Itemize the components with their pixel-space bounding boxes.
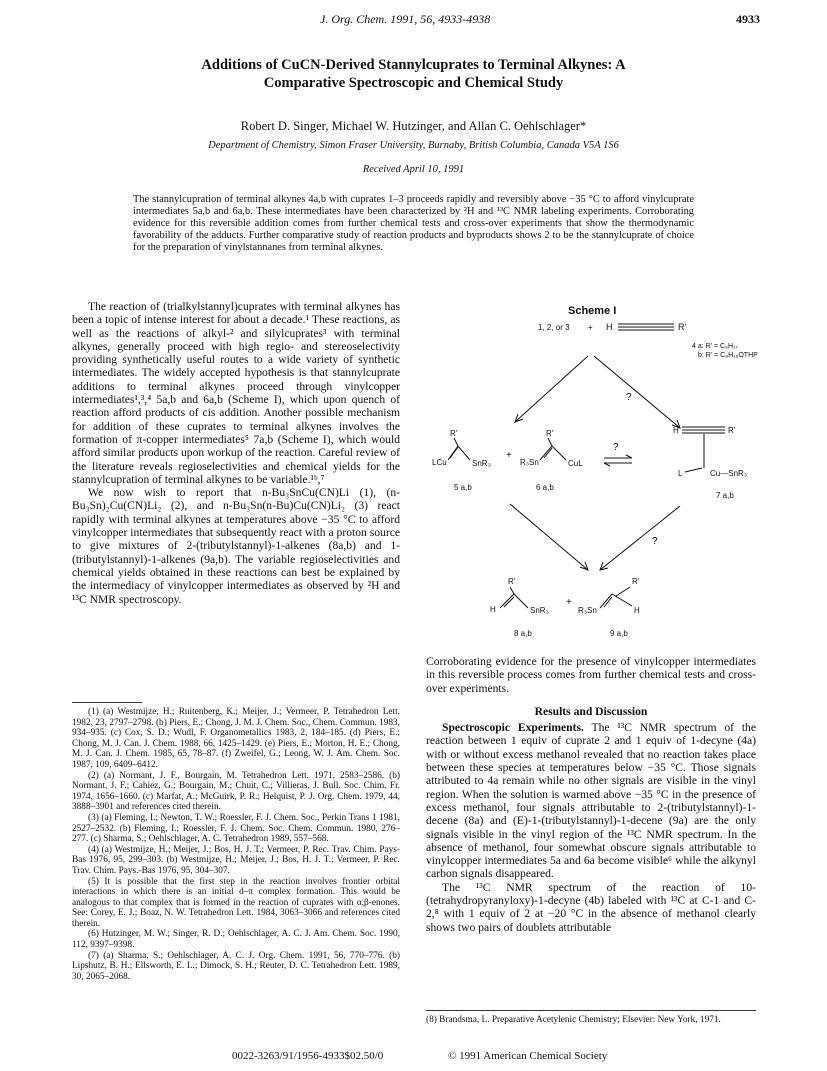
substituent-a: 4 a: R' = C₈H₁₇	[692, 343, 738, 350]
title-line-1: Additions of CuCN-Derived Stannylcuprates to Terminal Alkynes: A	[201, 57, 626, 73]
product-9-r3sn: R₃Sn	[578, 606, 597, 615]
scheme-reagents: 1, 2, or 3	[538, 323, 570, 332]
footnote-8: (8) Brandsma, L. Preparative Acetylenic Chemistry; Elsevier: New York, 1971.	[426, 1015, 721, 1025]
page-number: 4933	[736, 12, 760, 26]
footnote-3: (3) (a) Fleming, I.; Newton, T. W.; Roessler, F. J. Chem. Soc., Perkin Trans 1 1981, 2527–2532. (b) Fleming, I.; Roessler, F. J. Chem. Soc. Chem. Commun. 1980, 276–277. (c) Sharma, S.; Oehlschlager, A. C. Tetrahedron 1989, 557–568.	[72, 812, 400, 845]
intermediate-7-cu-snr3: Cu—SnR₃	[710, 469, 748, 478]
scheme-plus-3: +	[566, 597, 572, 608]
alkyne-triple-bond	[618, 324, 674, 330]
scheme-followup-paragraph: Corroborating evidence for the presence of vinylcopper intermediates in this reversible process comes from further chemical tests and cross-over experiments.	[426, 655, 756, 695]
journal-header: J. Org. Chem. 1991, 56, 4933-4938	[320, 12, 491, 26]
results-paragraph-2: The ¹³C NMR spectrum of the reaction of 10-(tetrahydropyranyloxy)-1-decyne (4b) labeled with ¹³C at C-1 and C-2,⁸ with 1 equiv of 2 at −20 °C in the absence of methanol clearly shows two pairs of doublets attributable	[426, 880, 756, 934]
article-title	[60, 56, 767, 92]
footnote-4: (4) (a) Westmijze, H.; Meijer, J.; Bos, H. J. T.; Vermeer, P. Rec. Trav. Chim. Pays-Bas 1976, 95, 299–303. (b) Westmijze, H.; Meijer, J.; Bos, H. J. T.; Vermeer, P. Rec. Trav. Chim. Pays.-Bas 1976, 95, 304–307.	[72, 844, 400, 876]
substituent-b: b: R' = C₈H₁₆OTHP	[698, 352, 758, 359]
results-paragraph-1	[426, 721, 756, 881]
footer-code: 0022-3263/91/1956-4933$02.50/0	[232, 1050, 384, 1062]
footnotes-left	[72, 707, 400, 982]
footnote-rule	[72, 702, 142, 703]
question-mark-lower: ?	[652, 536, 658, 547]
upper-arrows	[515, 356, 680, 428]
equilibrium-arrow	[604, 455, 632, 466]
product-9-h: H	[634, 606, 640, 615]
abstract: The stannylcupration of terminal alkynes 4a,b with cuprates 1–3 proceeds rapidly and reversibly above −35 °C to afford vinylcuprate intermediates 5a,b and 6a,b. These intermediates have been characterized by ²H and ¹³C NMR labeling experiments. Corroborating evidence for this reversible addition comes from further chemical tests and cross-over experiments that show the thermodynamic favorability of the adducts. Further comparative study of reaction products and byproducts shows 2 to be the stannylcuprate of choice for the preparation of vinylstannanes from terminal alkynes.	[133, 194, 694, 253]
section-heading: Results and Discussion	[534, 704, 648, 718]
affiliation: Department of Chemistry, Simon Fraser University, Burnaby, British Columbia, Canada V5A 1S6	[208, 140, 619, 151]
alkyne-r: R'	[678, 322, 687, 332]
intermediate-5-snr3: SnR₃	[472, 459, 491, 468]
footnote-5: (5) It is possible that the first step in the reaction involves frontier orbital interactions in which there is an initial d–π complex formation. This would be analogous to that complex that is formed in the reaction of cuprates with α,β-enones. See: Corey, E. J.; Boaz, N. W. Tetrahedron Lett. 1984, 3063–3066 and references cited therein.	[72, 876, 400, 929]
scheme-plus-2: +	[506, 450, 512, 461]
question-mark-upper: ?	[626, 392, 632, 403]
footer-copyright: © 1991 American Chemical Society	[448, 1050, 608, 1062]
results-paragraph-1-text: The ¹³C NMR spectrum of the reaction between 1 equiv of cuprate 2 and 1 equiv of 1-decyne (4a) with or without excess methanol revealed that no reaction takes place between these species at temperatures below −35 °C. Those signals attributed to 4a remain while no other signals are visible in the vinyl region. When the solution is warmed above −35 °C in the presence of excess methanol, four signals attributable to 2-(tributylstannyl)-1-decene (8a) and (E)-1-(tributylstannyl)-1-decene (9a) are the only signals visible in the vinyl region of the ¹³C NMR spectrum. In the absence of methanol, four somewhat obscure signals attributable to vinylcopper intermediates 5a and 6a become visible⁶ while the alkynyl carbon signals disappeared.	[426, 721, 756, 881]
intermediate-6-cul: CuL	[568, 459, 583, 468]
authors: Robert D. Singer, Michael W. Hutzinger, and Allan C. Oehlschlager*	[240, 119, 587, 133]
label-9: 9 a,b	[610, 629, 628, 638]
label-8: 8 a,b	[514, 629, 532, 638]
intermediate-7-h: H	[673, 426, 679, 435]
label-6: 6 a,b	[536, 483, 554, 492]
intro-paragraph-2: We now wish to report that n-Bu₃SnCu(CN)Li (1), (n-Bu₃Sn)₂Cu(CN)Li₂ (2), and n-Bu₃Sn(n-Bu)Cu(CN)Li₂ (3) react rapidly with terminal alkynes at temperatures above −35 °C to afford vinylcopper intermediates that subsequently react with a proton source to give mixtures of 2-(tributylstannyl)-1-alkenes (8a,b) and 1-(tributylstannyl)-1-alkenes (9a,b). The variable regioselectivities and chemical yields obtained in these reactions can best be explained by the intermediacy of vinylcopper intermediates as observed by ²H and ¹³C NMR spectroscopy.	[72, 486, 400, 606]
product-8-snr3: SnR₃	[530, 606, 549, 615]
footnote-7: (7) (a) Sharma, S.; Oehlschlager, A. C. J. Org. Chem. 1991, 56, 770–776. (b) Lipshutz, B. H.; Ellsworth, E. L.; Dimock, S. H.; Reuter, D. C. Tetrahedron Lett. 1989, 30, 2065–2068.	[72, 950, 400, 982]
product-8-h: H	[490, 605, 496, 614]
intermediate-7-l: L	[678, 469, 683, 478]
right-column-body	[426, 655, 756, 934]
question-mark-middle: ?	[613, 442, 619, 453]
title-line-2: Comparative Spectroscopic and Chemical Study	[263, 75, 564, 91]
footnote-2: (2) (a) Normant, J. F., Bourgain, M. Tetrahedron Lett. 1971, 2583–2586. (b) Normant, J. F.; Cahiez, G.; Bourgain, M.; Chuit, C.; Villieras, J. Bull. Soc. Chim. Fr. 1974, 1656–1660. (c) Marfat, A.; McGuirk, P. R.; Helquist, P. J. Org. Chem. 1979, 44, 3888–3901 and references cited therein.	[72, 770, 400, 813]
footnote-rule-right	[426, 1010, 756, 1011]
intermediate-7-rp: R'	[728, 426, 736, 435]
product-9-rp: R'	[632, 577, 640, 586]
intermediate-6-rp: R'	[546, 429, 554, 438]
received-date: Received April 10, 1991	[362, 164, 465, 175]
scheme-1	[420, 300, 780, 645]
footnote-1: (1) (a) Westmijze, H.; Ruitenberg, K.; Meijer, J.; Vermeer, P. Tetrahedron Lett. 1982, 23, 2797–2798. (b) Piers, E.; Chong, J. M. J. Chem. Soc., Chem. Commun. 1983, 934–935. (c) Cox, S. D.; Wudl, F. Organometallics 1983, 2, 184–185. (d) Piers, E.; Chong, M. J. Can. J. Chem. 1988, 66, 1425–1429. (e) Piers, E.; Morton, H. E.; Chong, M. J. Can. J. Chem. 1985, 65, 78–87. (f) Zweifel, G.; Leong, W. J. Am. Chem. Soc. 1987, 109, 6409–6412.	[72, 707, 400, 770]
intermediate-6-r3sn: R₃Sn	[520, 458, 539, 467]
scheme-plus-1: +	[588, 323, 593, 332]
scheme-title: Scheme I	[568, 305, 617, 317]
intro-paragraph-1: The reaction of (trialkylstannyl)cuprates with terminal alkynes has been a topic of intense interest for about a decade.¹ These reactions, as well as the reactions of alkyl-² and silylcuprates³ with terminal alkynes, generally proceed with high regio- and stereoselectivity providing synthetically useful routes to a wide variety of synthetic intermediates. The widely accepted hypothesis is that stannylcuprate additions to terminal alkynes proceed through vinylcopper intermediates¹,³,⁴ 5a,b and 6a,b (Scheme I), which upon quench of reaction afford products of cis addition. Another possible mechanism for addition of these cuprates to terminal alkynes involves the formation of π-copper intermediates⁵ 7a,b (Scheme I), which would afford similar products upon workup of the reaction. Careful review of the literature reveals regioselectivities and chemical yields for the stannylcupration of terminal alkynes to be variable.¹ᵇ,⁷	[72, 300, 400, 486]
label-5: 5 a,b	[454, 483, 472, 492]
intermediate-7-bonds	[682, 427, 725, 472]
intermediate-5-rp: R'	[450, 429, 458, 438]
subsection-heading: Spectroscopic Experiments.	[442, 721, 584, 735]
footnote-6: (6) Hutzinger, M. W.; Singer, R. D.; Oehlschlager, A. C. J. Am. Chem. Soc. 1990, 112, 9397–9398.	[72, 929, 400, 951]
intermediate-5-lcu: LCu	[432, 458, 447, 467]
product-8-rp: R'	[508, 577, 516, 586]
left-column-body	[72, 300, 400, 606]
label-7: 7 a,b	[716, 491, 734, 500]
alkyne-h: H	[606, 322, 613, 332]
